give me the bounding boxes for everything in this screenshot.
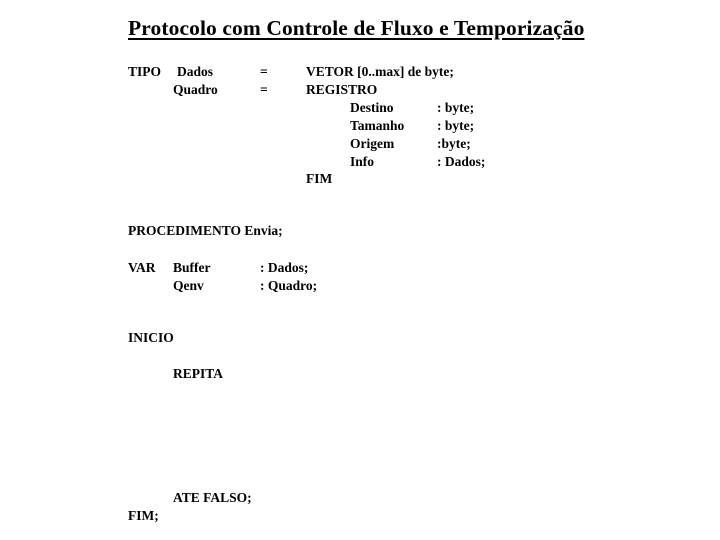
field-type: : Dados;: [437, 154, 486, 169]
field-name: Info: [350, 154, 375, 169]
procedimento-header: PROCEDIMENTO Envia;: [128, 223, 283, 238]
tipo-dados-name: Dados: [177, 64, 214, 79]
field-name: Origem: [350, 136, 395, 151]
field-name: Tamanho: [350, 118, 405, 133]
var-type: : Quadro;: [260, 278, 318, 293]
var-type: : Dados;: [260, 260, 309, 275]
inicio-keyword: INICIO: [128, 330, 174, 345]
tipo-dados-definition: VETOR [0..max] de byte;: [306, 64, 454, 79]
fim-keyword: FIM;: [128, 508, 159, 523]
var-name: Buffer: [173, 260, 211, 275]
var-keyword: VAR: [128, 260, 156, 275]
tipo-keyword: TIPO: [128, 64, 162, 79]
page-title: Protocolo com Controle de Fluxo e Temporização: [128, 16, 585, 40]
var-name: Qenv: [173, 278, 204, 293]
ate-keyword: ATE FALSO;: [173, 490, 252, 505]
field-name: Destino: [350, 100, 394, 115]
registro-fim: FIM: [306, 171, 333, 186]
repita-keyword: REPITA: [173, 366, 224, 381]
field-type: : byte;: [437, 118, 475, 133]
tipo-quadro-equals: =: [260, 82, 268, 97]
tipo-quadro-name: Quadro: [173, 82, 218, 97]
tipo-quadro-definition: REGISTRO: [306, 82, 378, 97]
tipo-dados-equals: =: [260, 64, 268, 79]
field-type: : byte;: [437, 100, 475, 115]
field-type: :byte;: [437, 136, 471, 151]
